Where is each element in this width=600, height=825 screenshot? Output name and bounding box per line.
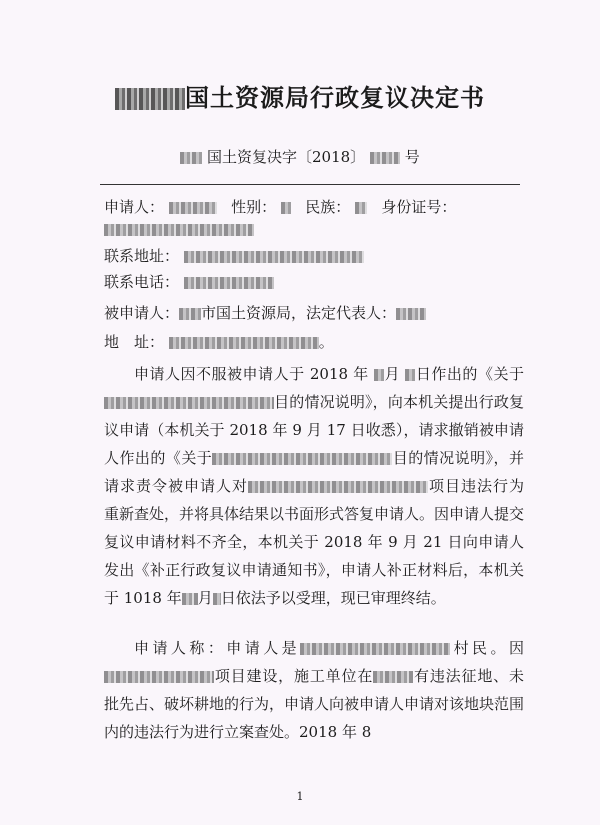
respondent-name: 市国土资源局，法定代表人： xyxy=(201,304,397,322)
redacted-region xyxy=(104,397,274,409)
p1-text: 日作出的《关于 xyxy=(415,365,524,383)
document-number xyxy=(0,146,600,167)
redacted-region xyxy=(405,369,415,381)
doc-number-suffix: 号 xyxy=(404,148,420,166)
redacted-region xyxy=(370,152,400,164)
p1-text: 目的情况说明》，向本机关提出行政复议申请（本机关于 2018 年 9 月 17 日收悉），请求撤销被申请人作出的《关于 xyxy=(104,393,524,467)
redacted-region xyxy=(184,277,274,289)
p1-text: 项目违法行为重新查处，并将具体结果以书面形式答复申请人。因申请人提交复议申请材料不齐全，本机关于 2018 年 9 月 21 日向申请人发出《补正行政复议申请通知书》，申请人补正材料后，本机关于 1018 年 xyxy=(104,477,525,607)
redacted-region xyxy=(115,88,185,110)
p1-text: 日依法予以受理，现已审理终结。 xyxy=(220,589,446,607)
p2-text: 项目建设，施工单位在 xyxy=(214,667,374,685)
redacted-region xyxy=(104,671,214,683)
p1-text: 申请人因不服被申请人于 2018 年 xyxy=(134,365,369,383)
redacted-region xyxy=(374,369,384,381)
doc-number-prefix: 国土资复决字〔2018〕 xyxy=(207,148,366,166)
applicant-label: 申请人： xyxy=(104,198,165,216)
period: 。 xyxy=(318,333,334,351)
address-label: 联系地址： xyxy=(104,247,180,265)
gender-label: 性别： xyxy=(231,198,277,216)
title-text: 国土资源局行政复议决定书 xyxy=(185,84,485,112)
redacted-region xyxy=(248,481,428,493)
redacted-region xyxy=(104,224,254,236)
paragraph-1 xyxy=(104,360,524,612)
phone-line xyxy=(104,271,524,292)
p1-text: 目的情况说明》，并请求责令被申请人对 xyxy=(104,449,524,495)
redacted-region xyxy=(300,643,450,655)
page-number: 1 xyxy=(296,790,304,803)
applicant-line xyxy=(104,196,524,217)
redacted-region xyxy=(373,671,413,683)
redacted-region xyxy=(184,251,364,263)
respondent-label: 被申请人： xyxy=(104,304,180,322)
p1-text: 月 xyxy=(197,589,213,607)
redacted-region xyxy=(212,453,392,465)
redacted-region xyxy=(355,202,367,214)
respondent-line xyxy=(104,302,524,323)
redacted-region xyxy=(169,202,217,214)
p2-text: 申请人称：申请人是 xyxy=(134,639,301,657)
redacted-region xyxy=(180,152,202,164)
respondent-address-line xyxy=(104,331,524,352)
redacted-region xyxy=(179,308,201,320)
redacted-region xyxy=(169,337,319,349)
id-number-line xyxy=(104,220,524,238)
id-label: 身份证号： xyxy=(381,198,457,216)
document-title xyxy=(0,78,600,113)
address-line xyxy=(104,245,524,266)
p2-text: 有违法征地、未批先占、破坏耕地的行为，申请人向被申请人申请对该地块范围内的违法行为进行立案查处。2018 年 8 xyxy=(104,667,525,741)
redacted-region xyxy=(182,593,198,605)
redacted-region xyxy=(213,593,221,605)
header-divider xyxy=(100,184,520,185)
ethnicity-label: 民族： xyxy=(305,198,351,216)
respondent-address-label: 地 址： xyxy=(104,333,165,351)
p2-text: 村民。因 xyxy=(450,639,524,657)
redacted-region xyxy=(396,308,426,320)
phone-label: 联系电话： xyxy=(104,273,180,291)
paragraph-2 xyxy=(104,634,524,746)
redacted-region xyxy=(281,202,291,214)
p1-text: 月 xyxy=(384,365,401,383)
